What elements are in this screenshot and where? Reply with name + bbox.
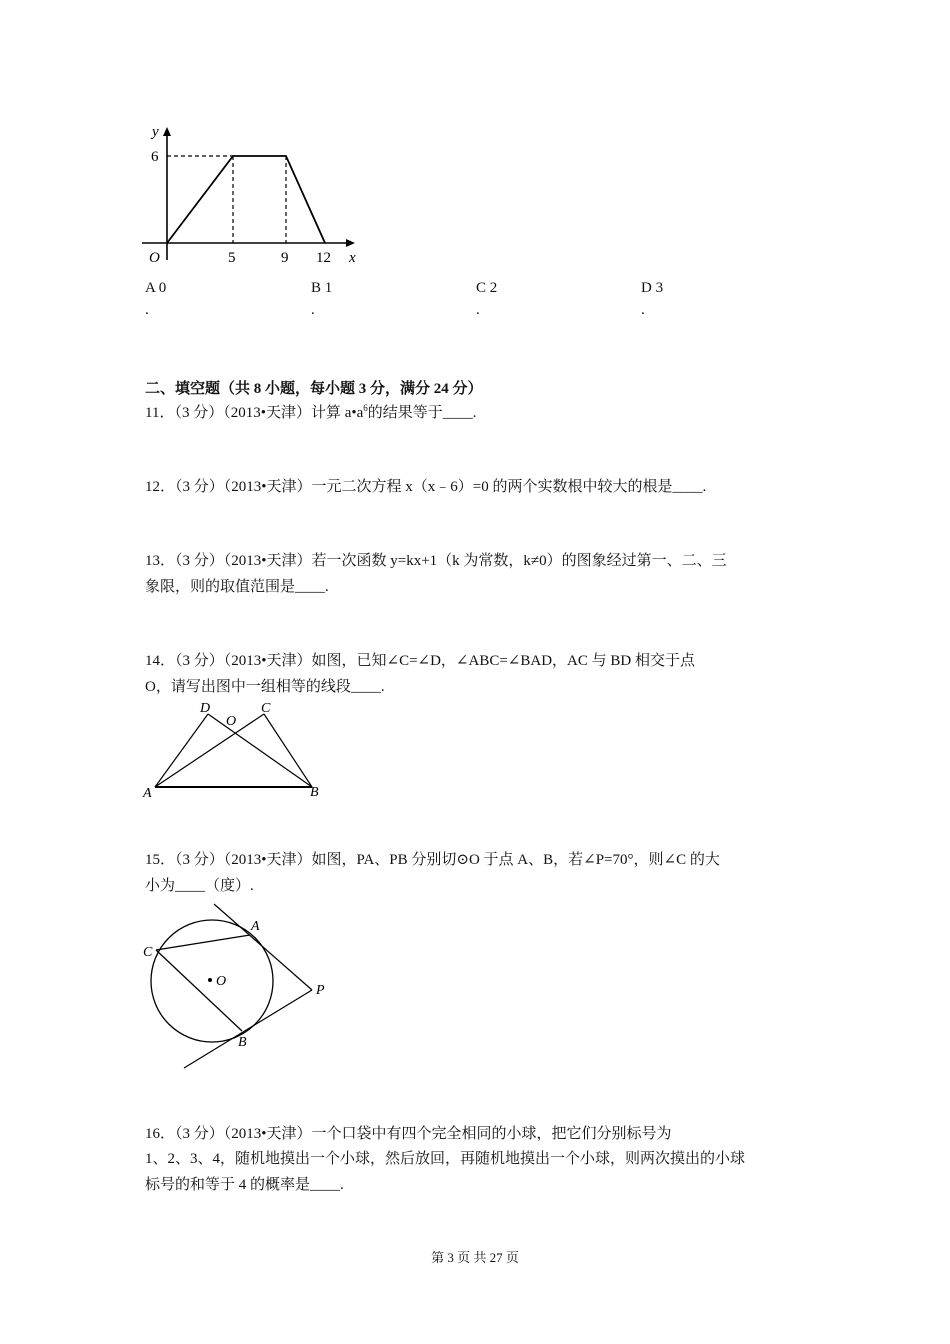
- segment-ac: [155, 714, 264, 787]
- question-12: 12．（3 分）（2013•天津）一元二次方程 x（x﹣6）=0 的两个实数根中较大的根是____.: [145, 479, 707, 495]
- question-16-line-3: 标号的和等于 4 的概率是____.: [145, 1177, 344, 1193]
- q15-figure: [138, 900, 338, 1075]
- section-title: 二、填空题（共 8 小题，每小题 3 分，满分 24 分）: [145, 381, 483, 397]
- label-c: C: [261, 701, 271, 716]
- label-o: O: [226, 714, 237, 729]
- label-b: B: [238, 1035, 247, 1050]
- y-tick-6: 6: [151, 149, 159, 165]
- question-16-line-1: 16．（3 分）（2013•天津）一个口袋中有四个完全相同的小球，把它们分别标号为: [145, 1126, 672, 1142]
- option-a[interactable]: A 0: [145, 280, 167, 296]
- label-c: C: [143, 945, 153, 960]
- option-b[interactable]: B 1: [311, 280, 333, 296]
- function-line: [167, 156, 325, 243]
- question-16-line-2: 1、2、3、4，随机地摸出一个小球，然后放回，再随机地摸出一个小球，则两次摸出的小球: [145, 1151, 746, 1167]
- tangent-pa: [214, 904, 312, 990]
- q11-text-after: 的结果等于____.: [367, 405, 477, 421]
- option-b-dot: .: [311, 302, 315, 318]
- y-axis-arrow: [163, 127, 171, 136]
- label-b: B: [310, 785, 319, 800]
- question-15-line-2: 小为____（度）.: [145, 878, 254, 894]
- x-axis-label: x: [349, 250, 356, 266]
- chord-cb: [156, 950, 242, 1031]
- circle-o: [151, 920, 273, 1042]
- origin-label: O: [149, 250, 160, 266]
- question-15-line-1: 15．（3 分）（2013•天津）如图，PA、PB 分别切⊙O 于点 A、B，若∠P=70°，则∠C 的大: [145, 852, 720, 868]
- option-c-dot: .: [476, 302, 480, 318]
- question-13-line-2: 象限，则的取值范围是____.: [145, 579, 329, 595]
- label-a: A: [143, 786, 152, 801]
- q11-text-before: 11．（3 分）（2013•天津）计算 a•a: [145, 405, 364, 421]
- label-o: O: [216, 974, 227, 989]
- function-graph: [138, 120, 368, 270]
- question-11: [145, 402, 477, 424]
- question-13-line-1: 13．（3 分）（2013•天津）若一次函数 y=kx+1（k 为常数，k≠0）的图象经过第一、二、三: [145, 553, 727, 569]
- question-14-line-2: O，请写出图中一组相等的线段____.: [145, 679, 385, 695]
- segment-ad: [155, 714, 208, 787]
- q11-exponent: 6: [363, 403, 368, 413]
- segment-bd: [208, 714, 312, 787]
- label-d: D: [200, 701, 211, 716]
- question-14-line-1: 14．（3 分）（2013•天津）如图，已知∠C=∠D，∠ABC=∠BAD，AC 与 BD 相交于点: [145, 653, 695, 669]
- x-tick-9: 9: [281, 250, 289, 266]
- x-tick-12: 12: [316, 250, 331, 266]
- label-p: P: [316, 983, 325, 998]
- y-axis-label: y: [152, 124, 159, 140]
- option-c[interactable]: C 2: [476, 280, 498, 296]
- option-a-dot: .: [145, 302, 149, 318]
- x-axis-arrow: [346, 239, 355, 247]
- option-d-dot: .: [641, 302, 645, 318]
- center-dot: [208, 978, 212, 982]
- x-tick-5: 5: [228, 250, 236, 266]
- tangent-pb: [184, 990, 312, 1068]
- q14-figure: [140, 696, 330, 801]
- label-a: A: [251, 919, 260, 934]
- segment-bc: [264, 714, 312, 787]
- option-d[interactable]: D 3: [641, 280, 664, 296]
- page-footer: 第 3 页 共 27 页: [431, 1250, 519, 1265]
